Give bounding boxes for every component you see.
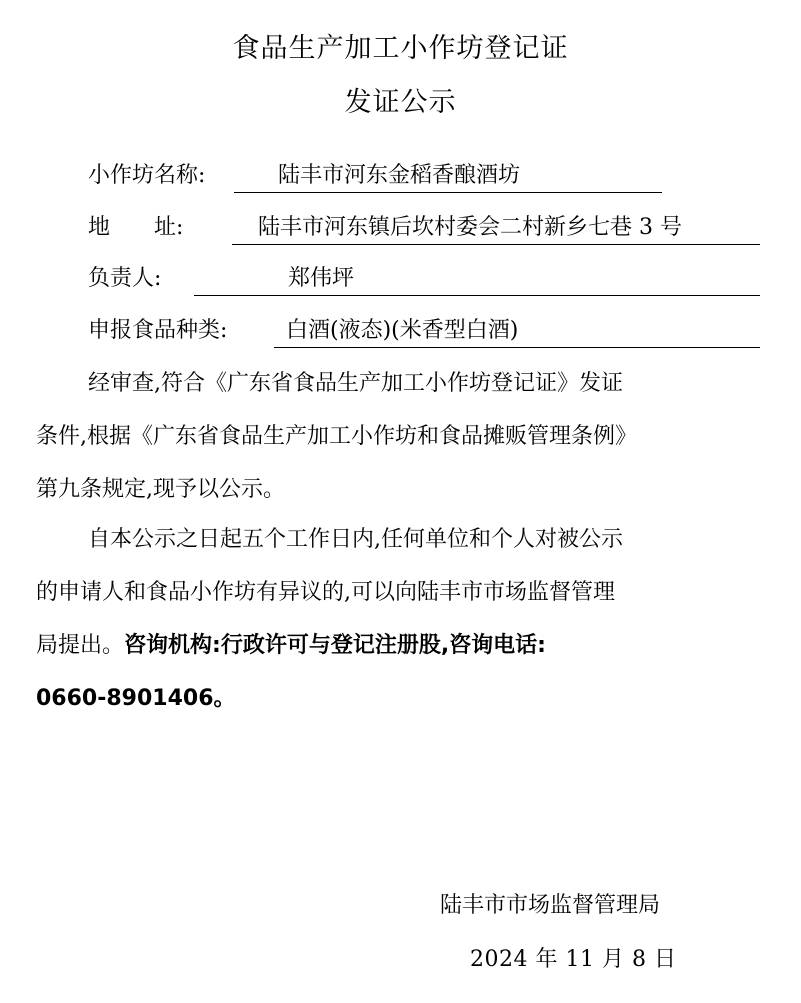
review-paragraph (36, 357, 766, 516)
objection-line-1: 自本公示之日起五个工作日内,任何单位和个人对被公示 (88, 527, 623, 552)
field-food-type (88, 316, 768, 346)
person-underline (194, 264, 760, 296)
person-value: 郑伟坪 (288, 266, 355, 291)
field-person-in-charge (88, 264, 768, 294)
food-type-underline (274, 316, 760, 348)
workshop-name-value: 陆丰市河东金稻香酿酒坊 (278, 163, 521, 188)
food-type-value: 白酒(液态)(米香型白酒) (286, 318, 519, 343)
contact-agency: 咨询机构:行政许可与登记注册股,咨询电话: (124, 633, 546, 658)
issue-date: 2024 年 11 月 8 日 (470, 947, 677, 972)
address-label: 地 址: (88, 215, 184, 240)
person-label: 负责人: (88, 266, 162, 291)
workshop-name-underline (234, 161, 662, 193)
food-type-label: 申报食品种类: (88, 318, 228, 343)
review-line-1: 经审查,符合《广东省食品生产加工小作坊登记证》发证 (88, 371, 623, 396)
address-underline (232, 213, 760, 245)
objection-line-3 (36, 619, 766, 672)
document-subtitle: 发证公示 (344, 87, 457, 118)
objection-line-3-text: 局提出。 (36, 633, 125, 658)
workshop-name-label: 小作坊名称: (88, 163, 206, 188)
objection-paragraph (36, 513, 766, 725)
document-title: 食品生产加工小作坊登记证 (232, 33, 569, 64)
review-line-2: 条件,根据《广东省食品生产加工小作坊和食品摊贩管理条例》 (36, 424, 637, 449)
review-line-3: 第九条规定,现予以公示。 (36, 477, 285, 502)
issuing-authority: 陆丰市市场监督管理局 (440, 893, 661, 918)
address-value: 陆丰市河东镇后坎村委会二村新乡七巷 3 号 (258, 215, 682, 240)
field-address (88, 213, 768, 243)
contact-phone: 0660-8901406。 (36, 686, 236, 711)
field-workshop-name (88, 161, 688, 191)
objection-line-2: 的申请人和食品小作坊有异议的,可以向陆丰市市场监督管理 (36, 580, 615, 605)
